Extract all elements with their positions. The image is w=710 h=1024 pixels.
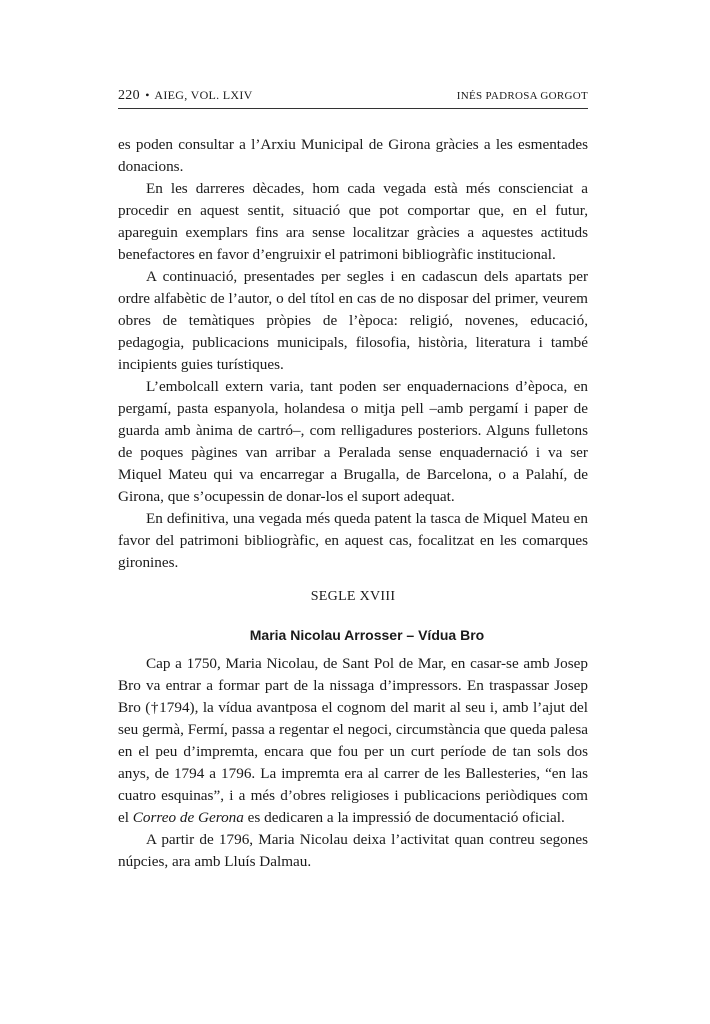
paragraph: En definitiva, una vegada més queda patent la tasca de Miquel Mateu en favor del patrimoni bibliogràfic, en aquest cas, focalitzat en les comarques gironines. <box>118 510 588 571</box>
paragraph <box>118 653 588 829</box>
page-body <box>118 134 588 870</box>
paragraph-text: Cap a 1750, Maria Nicolau, de Sant Pol de Mar, en casar-se amb Josep Bro va entrar a formar part de la nissaga d’impressors. En traspassar Josep Bro (†1794), la vídua avantposa el cognom del marit al seu i, amb l’ajut del seu germà, Fermí, passa a regentar el negoci, circumstància que queda palesa en el peu d’impremta, encara que fou per un curt període de tan sols dos anys, de 1794 a 1796. La impremta era al carrer de les Ballesteries, “en las cuatro esquinas”, i a més d’obres religioses i publicacions periòdiques com el <box>118 655 588 826</box>
section-body <box>118 653 588 873</box>
header-bullet: • <box>145 88 150 102</box>
journal-name: AIEG, VOL. LXIV <box>154 88 253 102</box>
subsection-heading: Maria Nicolau Arrosser – Vídua Bro <box>249 627 485 643</box>
paragraph: es poden consultar a l’Arxiu Municipal de Girona gràcies a les esmentades donacions. <box>118 136 588 175</box>
author-name: INÉS PADROSA GORGOT <box>456 90 588 102</box>
paragraph: A partir de 1796, Maria Nicolau deixa l’activitat quan contreu segones núpcies, ara amb Lluís Dalmau. <box>118 831 588 870</box>
paragraph: A continuació, presentades per segles i en cadascun dels apartats per ordre alfabètic de l’autor, o del títol en cas de no disposar del primer, veurem obres de temàtiques pròpies de l’època: religió, novenes, educació, pedagogia, publicacions municipals, filosofia, història, literatura i també incipients guies turístiques. <box>118 268 588 373</box>
paragraph: L’embolcall extern varia, tant poden ser enquadernacions d’època, en pergamí, pasta espanyola, holandesa o mitja pell –amb pergamí i paper de guarda amb ànima de cartró–, com relligadures posteriors. Alguns fulletons de poques pàgines van arribar a Peralada sense enquadernació i va ser Miquel Mateu qui va encarregar a Brugalla, de Barcelona, o a Palahí, de Girona, que s’ocupessin de donar-los el suport adequat. <box>118 378 588 505</box>
periodical-title: Correo de Gerona <box>132 809 244 826</box>
running-header <box>118 86 588 109</box>
section-heading: SEGLE XVIII <box>310 589 396 604</box>
page-number: 220 <box>118 88 140 103</box>
paragraph: En les darreres dècades, hom cada vegada està més conscienciat a procedir en aquest sentit, situació que pot comportar que, en el futur, apareguin exemplars fins ara sense localitzar gràcies a aquestes actituds benefactores en favor d’engruixir el patrimoni bibliogràfic institucional. <box>118 180 588 263</box>
header-left <box>118 88 253 104</box>
paragraph-text: es dedicaren a la impressió de documentació oficial. <box>243 809 565 826</box>
